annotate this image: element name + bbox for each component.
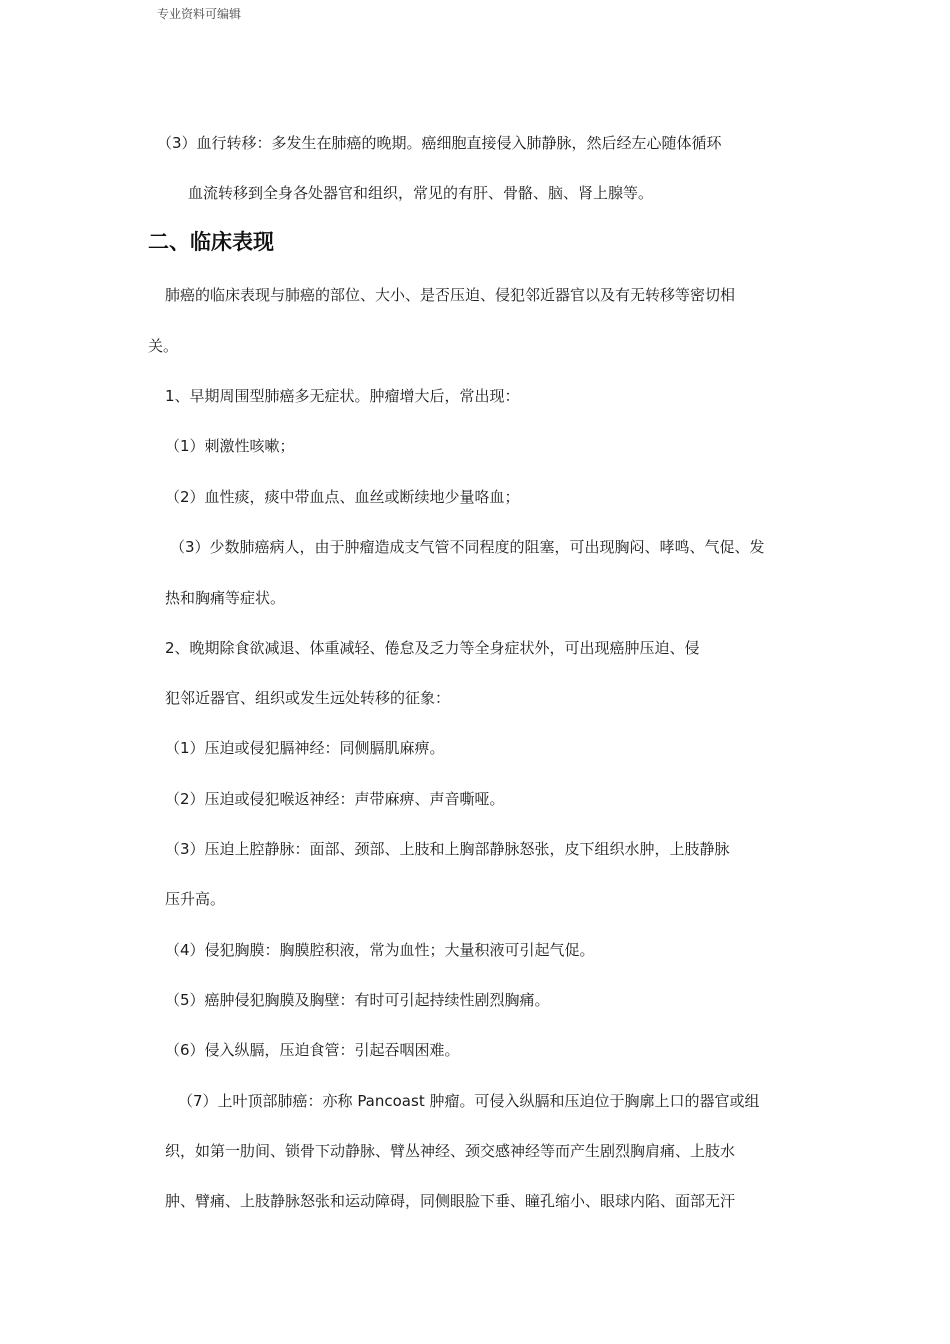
list-item-continuation: 压升高。 bbox=[165, 890, 226, 908]
list-item: （2）压迫或侵犯喉返神经：声带麻痹、声音嘶哑。 bbox=[165, 790, 505, 808]
header-note: 专业资料可编辑 bbox=[157, 7, 242, 21]
paragraph-line: 血流转移到全身各处器官和组织，常见的有肝、骨骼、脑、肾上腺等。 bbox=[188, 184, 654, 202]
paragraph-line: 2、晚期除食欲减退、体重减轻、倦怠及乏力等全身症状外，可出现癌肿压迫、侵 bbox=[165, 639, 700, 657]
list-item: （3）少数肺癌病人，由于肿瘤造成支气管不同程度的阻塞，可出现胸闷、哮鸣、气促、发 bbox=[170, 538, 765, 556]
list-item: （1）刺激性咳嗽； bbox=[165, 437, 295, 455]
paragraph-line: 犯邻近器官、组织或发生远处转移的征象： bbox=[165, 689, 451, 707]
list-item: （6）侵入纵膈，压迫食管：引起吞咽困难。 bbox=[165, 1041, 460, 1059]
list-item: （5）癌肿侵犯胸膜及胸壁：有时可引起持续性剧烈胸痛。 bbox=[165, 991, 550, 1009]
list-item-continuation: 织，如第一肋间、锁骨下动静脉、臂丛神经、颈交感神经等而产生剧烈胸肩痛、上肢水 bbox=[165, 1142, 736, 1160]
paragraph-line: （3）血行转移：多发生在肺癌的晚期。癌细胞直接侵入肺静脉，然后经左心随体循环 bbox=[157, 134, 722, 152]
paragraph-line: 肺癌的临床表现与肺癌的部位、大小、是否压迫、侵犯邻近器官以及有无转移等密切相 bbox=[165, 286, 736, 304]
list-item: （7）上叶顶部肺癌：亦称 Pancoast 肿瘤。可侵入纵膈和压迫位于胸廓上口的器官或组 bbox=[178, 1092, 760, 1110]
paragraph-line: 关。 bbox=[148, 337, 179, 355]
list-item: （4）侵犯胸膜：胸膜腔积液，常为血性；大量积液可引起气促。 bbox=[165, 941, 595, 959]
list-item: （3）压迫上腔静脉：面部、颈部、上肢和上胸部静脉怒张，皮下组织水肿，上肢静脉 bbox=[165, 840, 730, 858]
list-item: （1）压迫或侵犯膈神经：同侧膈肌麻痹。 bbox=[165, 739, 445, 757]
list-item-continuation: 热和胸痛等症状。 bbox=[165, 589, 286, 607]
section-heading: 二、临床表现 bbox=[148, 230, 274, 254]
list-item-continuation: 肿、臂痛、上肢静脉怒张和运动障碍，同侧眼脸下垂、瞳孔缩小、眼球内陷、面部无汗 bbox=[165, 1192, 736, 1210]
list-item: （2）血性痰，痰中带血点、血丝或断续地少量咯血； bbox=[165, 488, 520, 506]
paragraph-line: 1、早期周围型肺癌多无症状。肿瘤增大后，常出现： bbox=[165, 387, 520, 405]
